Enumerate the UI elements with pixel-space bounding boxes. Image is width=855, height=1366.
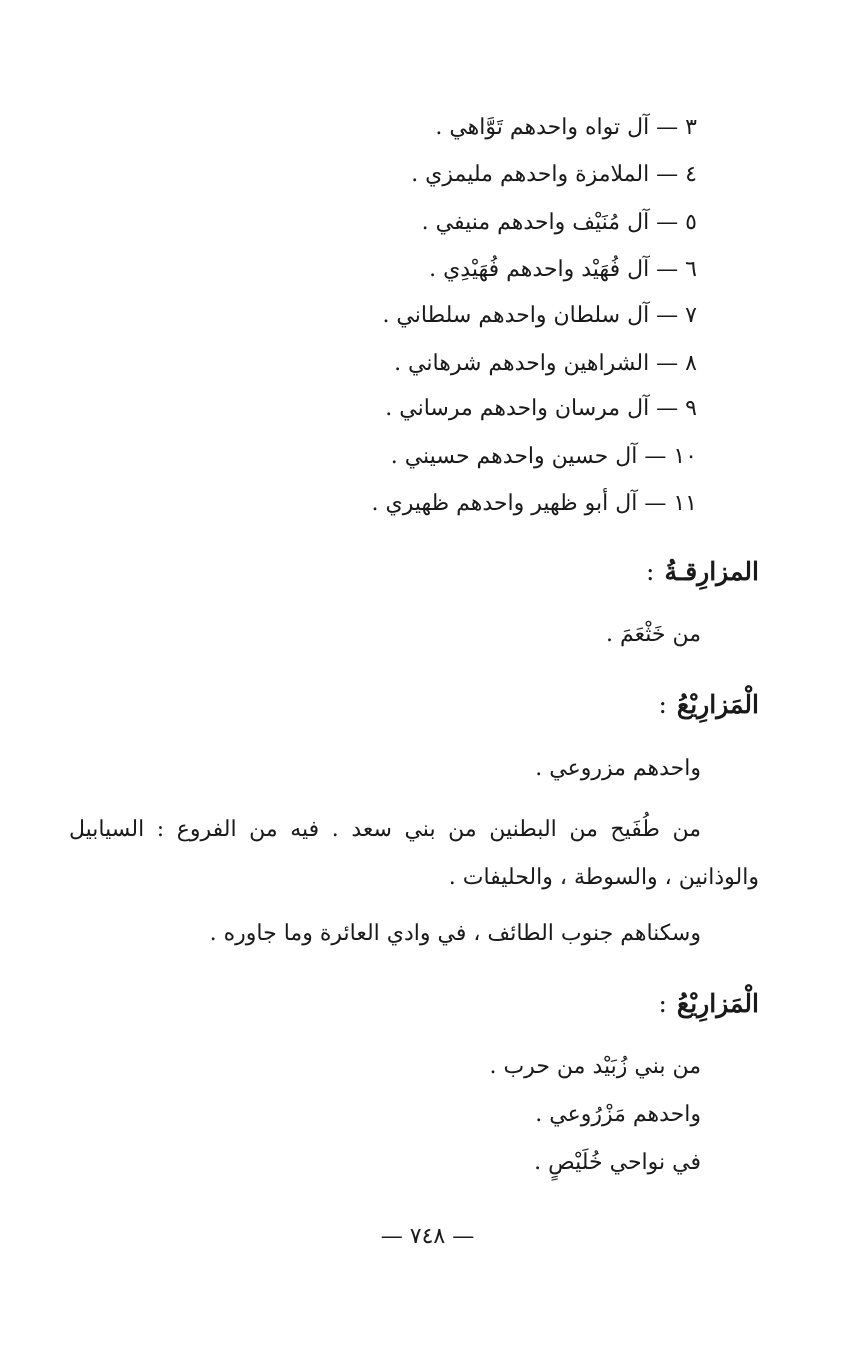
section-heading <box>658 987 759 1021</box>
page-number: — ٧٤٨ — <box>380 1224 475 1249</box>
section-heading <box>658 688 759 722</box>
list-item: ٥ — آل مُنَيْف واحدهم منيفي . <box>421 210 697 235</box>
heading-colon: : <box>658 989 667 1018</box>
paragraph <box>69 910 759 958</box>
list-item: ٨ — الشراهين واحدهم شرهاني . <box>394 351 697 376</box>
section-line: واحدهم مَزْرُوعي . <box>535 1102 701 1127</box>
section-line: من بني زُبَيْد من حرب . <box>489 1054 701 1079</box>
section-line: واحدهم مزروعي . <box>535 756 701 781</box>
section-line: في نواحي خُلَيْصٍ . <box>534 1150 701 1175</box>
section-line: من خَثْعَمَ . <box>605 622 701 647</box>
section-heading-text: المزارِقـةُ <box>664 557 759 586</box>
section-heading <box>646 555 759 589</box>
section-heading-text: الْمَزارِيْعُ <box>676 989 759 1018</box>
list-item: ٤ — الملامزة واحدهم مليمزي . <box>411 162 697 187</box>
list-item: ٦ — آل فُهَيْد واحدهم فُهَيْدِي . <box>429 257 697 282</box>
list-item: ٩ — آل مرسان واحدهم مرساني . <box>385 396 697 421</box>
paragraph-text: من طُفَيح من البطنين من بني سعد . فيه من الفروع : السيابيل والوذانين ، والسوطة ، والحليفات . <box>69 817 759 890</box>
list-item: ١٠ — آل حسين واحدهم حسيني . <box>390 444 697 469</box>
heading-colon: : <box>646 557 655 586</box>
paragraph-text: وسكناهم جنوب الطائف ، في وادي العائرة وما جاوره . <box>209 921 701 946</box>
list-item: ٧ — آل سلطان واحدهم سلطاني . <box>382 303 697 328</box>
list-item: ١١ — آل أبو ظهير واحدهم ظهيري . <box>371 491 697 516</box>
paragraph <box>69 806 759 902</box>
section-heading-text: الْمَزارِيْعُ <box>676 690 759 719</box>
heading-colon: : <box>658 690 667 719</box>
list-item: ٣ — آل تواه واحدهم تَوَّاهي . <box>435 115 697 140</box>
